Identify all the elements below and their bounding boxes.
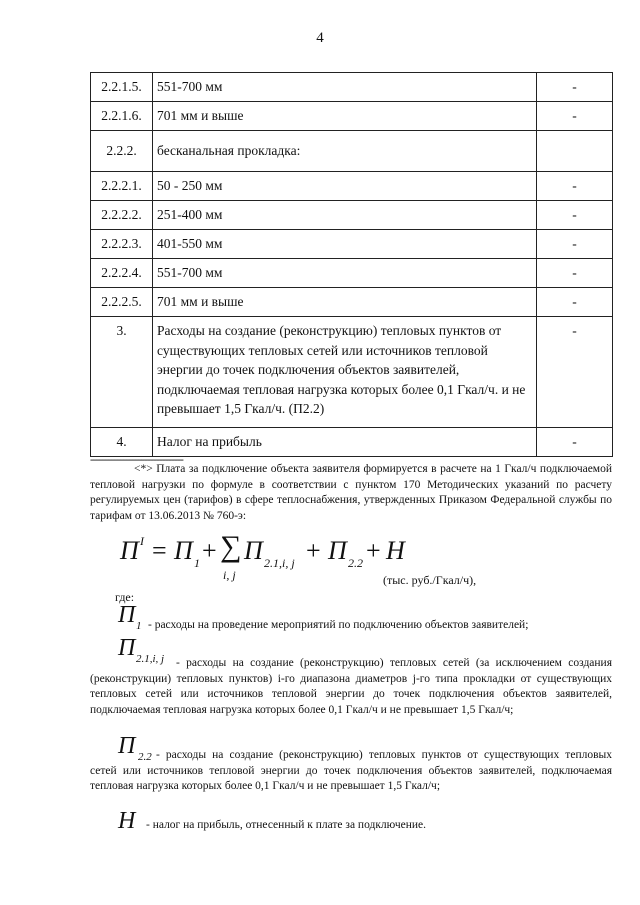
table-row	[91, 201, 613, 230]
row-number: 2.2.2.1.	[91, 172, 153, 201]
table-row	[91, 317, 613, 428]
row-number: 2.2.2.5.	[91, 288, 153, 317]
formula-term-3-subscript: 2.2	[348, 556, 363, 570]
table-row	[91, 259, 613, 288]
definition-text: - расходы на проведение мероприятий по подключению объектов заявителей;	[148, 619, 529, 631]
row-number: 2.2.2.2.	[91, 201, 153, 230]
row-number: 4.	[91, 428, 153, 457]
definition-text: - расходы на создание (реконструкцию) тепловых пунктов от существующих тепловых сетей или источников тепловой энергии до точек подключения объектов заявителей, подключаемая тепловая нагрузка которых более 0,1 Гкал/ч и не превышает 1,5 Гкал/ч;	[90, 749, 612, 792]
row-value: -	[537, 172, 613, 201]
row-text: Расходы на создание (реконструкцию) тепловых пунктов от существующих тепловых сетей или источников тепловой энергии до точек подключения объектов заявителей, подключаемая тепловая нагрузка которых более 0,1 Гкал/ч. и не превышает 1,5 Гкал/ч. (П2.2)	[153, 317, 537, 428]
row-value: -	[537, 428, 613, 457]
row-text: Налог на прибыль	[153, 428, 537, 457]
row-number: 2.2.2.3.	[91, 230, 153, 259]
formula-sum: ∑	[220, 530, 242, 563]
tariff-table	[90, 72, 613, 457]
formula-term-3: П	[328, 536, 347, 565]
definition-symbol-subscript: 2.1,i, j	[136, 653, 165, 665]
row-number: 2.2.2.	[91, 131, 153, 172]
footnote-text: <*> Плата за подключение объекта заявителя формируется в расчете на 1 Гкал/ч подключаемой тепловой нагрузки по формуле в соответствии с пунктом 170 Методических указаний по расчету регулируемых цен (тарифов) в сфере теплоснабжения, утвержденных Приказом Федеральной службы по тарифам от 13.06.2013 № 760-э:	[90, 463, 612, 522]
table-row	[91, 288, 613, 317]
row-text: 50 - 250 мм	[153, 172, 537, 201]
page-number: 4	[316, 30, 324, 46]
row-value: -	[537, 73, 613, 102]
definition-text: - расходы на создание (реконструкцию) тепловых сетей (за исключением создания (реконструкции) тепловых пунктов) i-го диапазона диаметров j-го типа прокладки от существующих тепловых сетей или источников тепловой энергии до точек подключения объектов заявителей, подключаемая тепловая нагрузка которых более 0,1 Гкал/ч и не превышает 1,5 Гкал/ч;	[90, 657, 612, 716]
formula-equals: =	[152, 536, 167, 565]
definition-symbol-subscript: 1	[136, 620, 142, 632]
definition-text: - налог на прибыль, отнесенный к плате за подключение.	[146, 819, 426, 831]
formula-term-1: П	[174, 536, 193, 565]
table-row	[91, 131, 613, 172]
definition-symbol: П	[118, 635, 136, 661]
definition-symbol: П	[118, 733, 136, 759]
row-text: 701 мм и выше	[153, 102, 537, 131]
formula-units: (тыс. руб./Гкал/ч),	[383, 573, 477, 587]
row-value: -	[537, 259, 613, 288]
row-text: 551-700 мм	[153, 259, 537, 288]
definition-symbol: П	[118, 602, 136, 628]
definition-symbol-subscript: 2.2	[138, 751, 152, 763]
formula-term-4: Н	[386, 536, 405, 565]
row-value: -	[537, 288, 613, 317]
row-number: 2.2.2.4.	[91, 259, 153, 288]
row-text: 251-400 мм	[153, 201, 537, 230]
payment-formula	[120, 528, 420, 584]
row-text: 551-700 мм	[153, 73, 537, 102]
definition-symbol: Н	[118, 808, 136, 834]
formula-lhs: П	[120, 536, 139, 565]
row-number: 2.2.1.6.	[91, 102, 153, 131]
formula-sum-index: i, j	[223, 568, 236, 582]
formula-plus: +	[306, 536, 321, 565]
formula-term-2-subscript: 2.1,i, j	[264, 556, 295, 570]
row-value	[537, 131, 613, 172]
row-text: 401-550 мм	[153, 230, 537, 259]
formula-plus: +	[202, 536, 217, 565]
row-value: -	[537, 102, 613, 131]
formula-term-1-subscript: 1	[194, 556, 200, 570]
row-text: бесканальная прокладка:	[153, 131, 537, 172]
row-value: -	[537, 317, 613, 428]
table-row	[91, 172, 613, 201]
footnote-separator: -------------------------------	[90, 452, 183, 466]
formula-term-2: П	[244, 536, 263, 565]
formula-plus: +	[366, 536, 381, 565]
row-number: 2.2.1.5.	[91, 73, 153, 102]
formula-lhs-superscript: I	[140, 534, 144, 548]
row-value: -	[537, 201, 613, 230]
row-number: 3.	[91, 317, 153, 428]
table-row	[91, 230, 613, 259]
table-row	[91, 73, 613, 102]
where-label: где:	[115, 590, 135, 604]
row-value: -	[537, 230, 613, 259]
row-text: 701 мм и выше	[153, 288, 537, 317]
table-row	[91, 102, 613, 131]
